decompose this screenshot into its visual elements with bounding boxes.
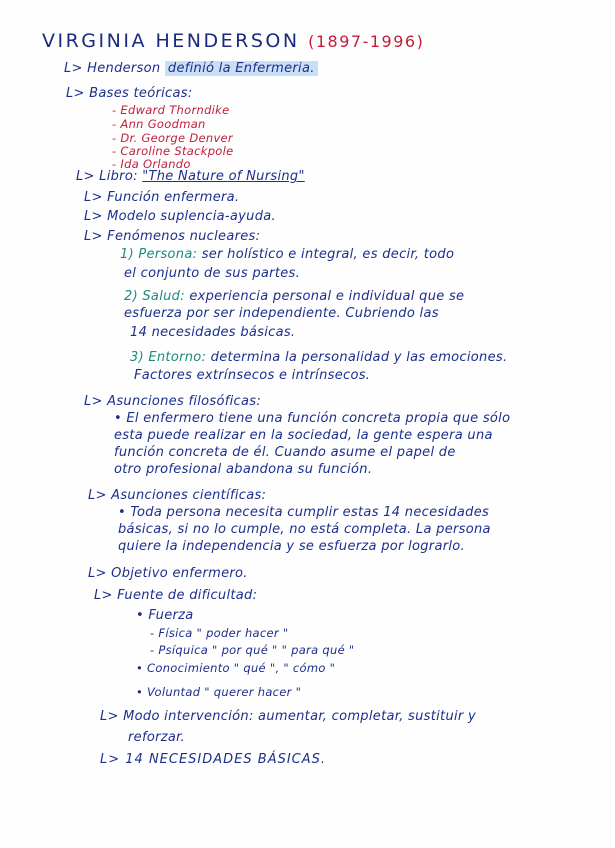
filosoficas-text-3: función concreta de él. Cuando asume el papel de	[114, 445, 456, 460]
entorno-text-2: Factores extrínsecos e intrínsecos.	[134, 368, 371, 383]
cientificas-heading: L> Asunciones científicas:	[88, 488, 267, 503]
bases-item-orlando: - Ida Orlando	[112, 157, 191, 171]
cientificas-text-2: básicas, si no lo cumple, no está completa. La persona	[118, 522, 491, 537]
persona-line	[120, 247, 454, 263]
filosoficas-text-4: otro profesional abandona su función.	[114, 462, 373, 477]
filosoficas-text-2: esta puede realizar en la sociedad, la gente espera una	[114, 428, 493, 443]
fenomenos-heading: L> Fenómenos nucleares:	[84, 229, 261, 244]
filosoficas-text-1: • El enfermero tiene una función concreta propia que sólo	[114, 411, 511, 426]
cientificas-text-1: • Toda persona necesita cumplir estas 14 necesidades	[118, 505, 490, 520]
funcion-line: L> Función enfermera.	[84, 190, 240, 205]
bases-item-stackpole: - Caroline Stackpole	[112, 144, 234, 158]
salud-text-3: 14 necesidades básicas.	[130, 325, 296, 340]
salud-text: experiencia personal e individual que se	[189, 289, 465, 304]
definition-prefix: L> Henderson	[64, 61, 161, 76]
psiquica-line: - Psíquica " por qué " " para qué "	[150, 643, 355, 657]
title-years: (1897-1996)	[308, 32, 425, 51]
persona-text: ser holístico e integral, es decir, todo	[201, 247, 455, 262]
modo-text-2: reforzar.	[128, 730, 185, 745]
bases-heading: L> Bases teóricas:	[66, 86, 193, 101]
bases-item-denver: - Dr. George Denver	[112, 131, 233, 145]
conocimiento-line: • Conocimiento " qué ", " cómo "	[136, 661, 336, 675]
book-prefix: L> Libro:	[76, 169, 138, 184]
salud-label: 2) Salud:	[124, 289, 185, 304]
title-name: VIRGINIA HENDERSON	[42, 30, 300, 52]
fisica-line: - Física " poder hacer "	[150, 626, 289, 640]
definition-highlight: definió la Enfermeria.	[165, 61, 318, 76]
page-title	[42, 30, 424, 53]
cientificas-text-3: quiere la independencia y se esfuerza por lograrlo.	[118, 539, 465, 554]
fuerza-line: • Fuerza	[136, 608, 194, 623]
entorno-text: determina la personalidad y las emociones.	[210, 350, 508, 365]
bases-item-goodman: - Ann Goodman	[112, 117, 206, 131]
fuente-heading: L> Fuente de dificultad:	[94, 588, 258, 603]
necesidades-line: L> 14 NECESIDADES BÁSICAS.	[100, 752, 327, 767]
voluntad-line: • Voluntad " querer hacer "	[136, 685, 302, 699]
persona-label: 1) Persona:	[120, 247, 198, 262]
definition-line	[64, 61, 318, 77]
objetivo-line: L> Objetivo enfermero.	[88, 566, 248, 581]
modelo-line: L> Modelo suplencia-ayuda.	[84, 209, 276, 224]
salud-text-2: esfuerza por ser independiente. Cubriendo las	[124, 306, 439, 321]
book-line	[76, 169, 305, 185]
book-title: "The Nature of Nursing"	[142, 169, 305, 184]
filosoficas-heading: L> Asunciones filosóficas:	[84, 394, 262, 409]
persona-text-2: el conjunto de sus partes.	[124, 266, 301, 281]
modo-text-1: L> Modo intervención: aumentar, completar, sustituir y	[100, 709, 476, 724]
entorno-label: 3) Entorno:	[130, 350, 207, 365]
bases-item-thorndike: - Edward Thorndike	[112, 103, 230, 117]
entorno-line	[130, 350, 507, 366]
salud-line	[124, 289, 464, 305]
